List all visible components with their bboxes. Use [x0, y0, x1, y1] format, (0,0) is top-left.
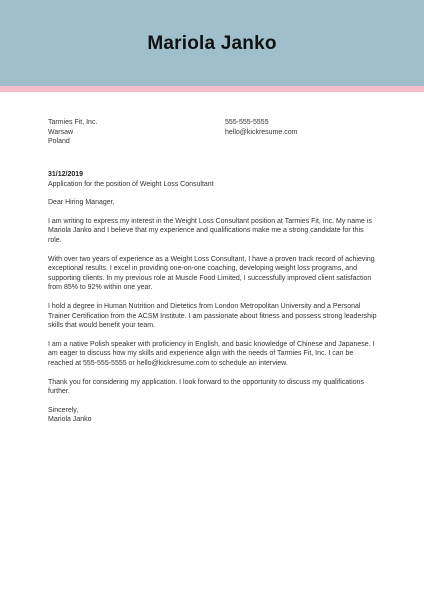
letter-paragraph: I am a native Polish speaker with proficiency in English, and basic knowledge of Chinese and Japanese. I am eager to discuss how my skills and experience align with the needs of Tarmies Fit, Inc. I can be reached at 555-555-5555 or hello@kickresume.com to schedule an interview.: [48, 340, 375, 367]
letter-signature: Mariola Janko: [48, 416, 92, 424]
letter-salutation: Dear Hiring Manager,: [48, 199, 115, 207]
letter-body: [48, 170, 378, 425]
letter-paragraph: With over two years of experience as a Weight Loss Consultant, I have a proven track record of achieving exceptional results. I excel in providing one-on-one coaching, developing weight loss programs, and supporting clients. In my previous role at Muscle Food Limited, I successfully improved client satisfaction from 85% to 92% within one year.: [48, 255, 375, 292]
header-banner: [0, 0, 424, 86]
recipient-address: [48, 118, 97, 147]
letter-date: 31/12/2019: [48, 171, 84, 178]
applicant-name: Mariola Janko: [147, 33, 277, 54]
sender-contact: [225, 118, 297, 137]
sender-email: hello@kickresume.com: [225, 128, 298, 136]
recipient-company: Tarmies Fit, Inc.: [48, 119, 98, 126]
sender-phone: 555-555-5555: [225, 119, 269, 126]
header-accent-stripe: [0, 86, 424, 92]
recipient-country: Poland: [48, 138, 70, 146]
letter-paragraph: I hold a degree in Human Nutrition and Dietetics from London Metropolitan University and a Personal Trainer Certification from the ACSM Institute. I am passionate about fitness and possess strong leadership skills that would benefit your team.: [48, 302, 377, 330]
letter-paragraph: I am writing to express my interest in the Weight Loss Consultant position at Tarmies Fit, Inc. My name is Mariola Janko and I believe that my experience and qualifications make me a strong candidate for this role.: [48, 217, 372, 244]
letter-closing: Sincerely,: [48, 406, 79, 414]
letter-paragraph: Thank you for considering my application. I look forward to the opportunity to discuss my qualifications further.: [48, 378, 364, 396]
recipient-city: Warsaw: [48, 128, 74, 136]
letter-subject: Application for the position of Weight Loss Consultant: [48, 180, 214, 188]
